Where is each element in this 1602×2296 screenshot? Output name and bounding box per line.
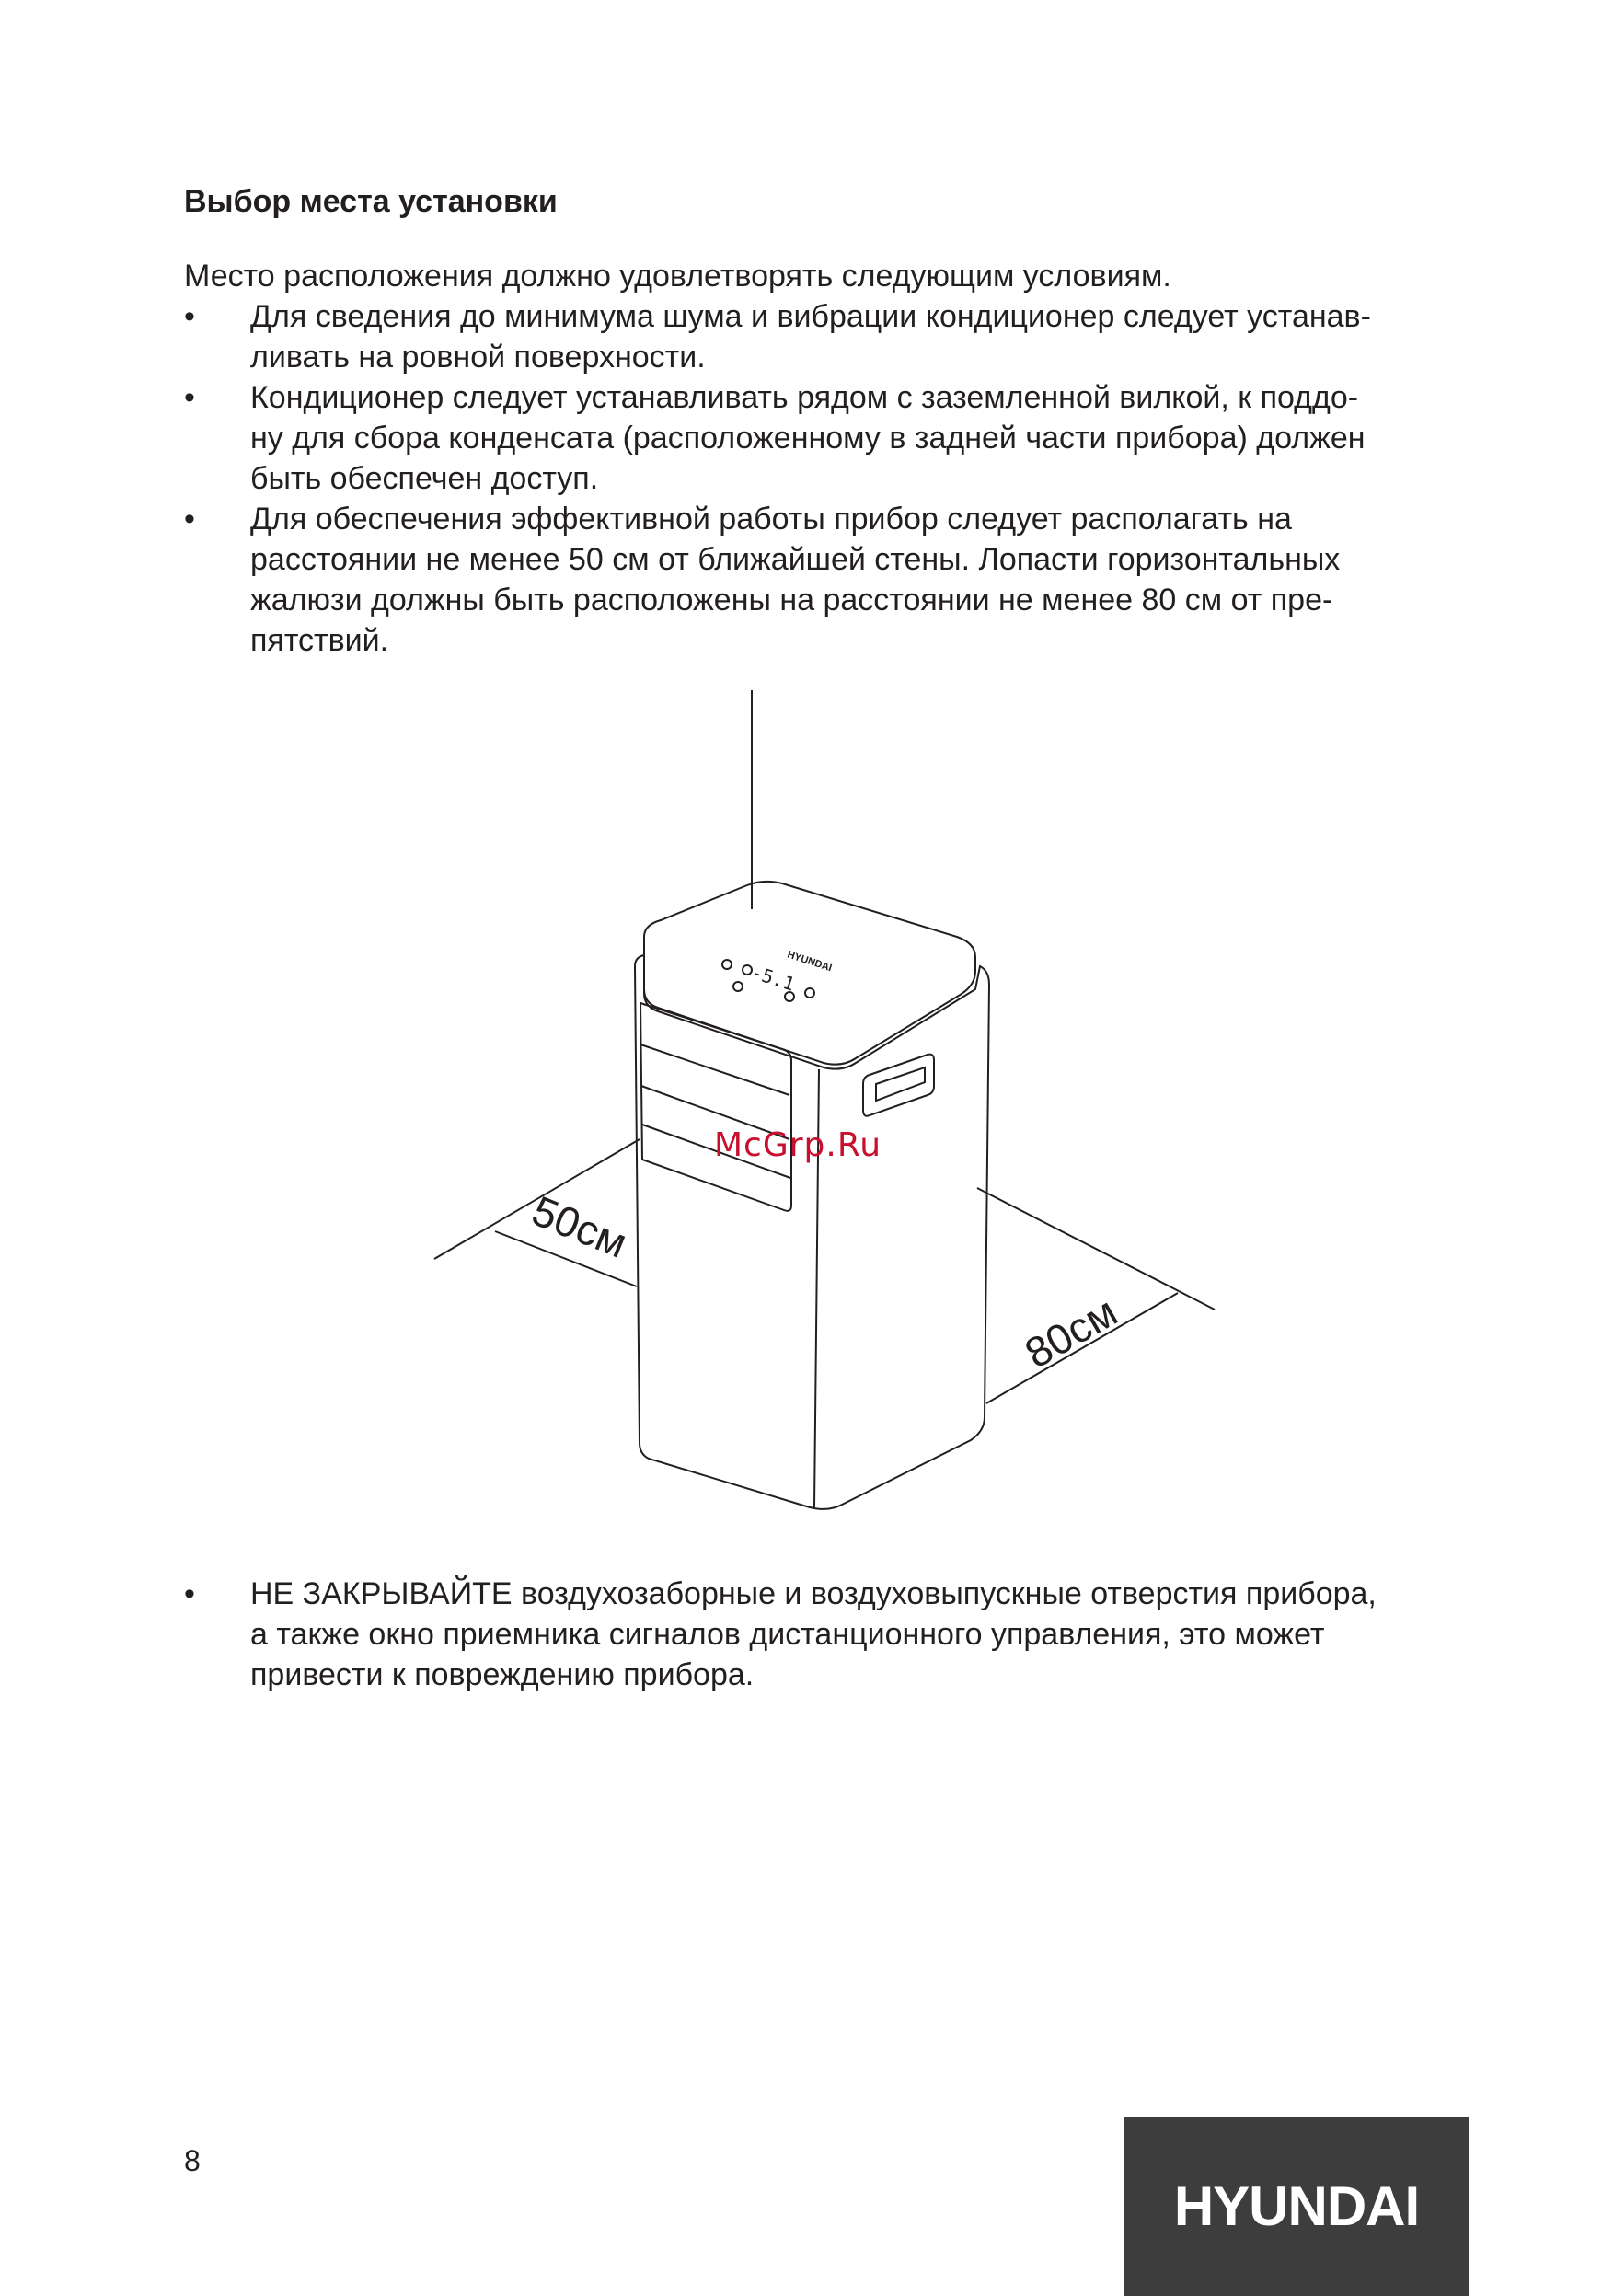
bullet-marker: • [184,380,195,415]
unit-body [635,955,989,1509]
dimension-label-left: 50см [525,1186,634,1267]
air-outlet-grille [640,1003,791,1211]
list-item-line: расстоянии не менее 50 см от ближайшей стены. Лопасти горизонтальных [250,542,1341,577]
requirements-list [184,296,1491,661]
unit-brand-label: HYUNDAI [786,949,834,975]
bullet-marker: • [184,502,195,537]
brand-logo-box [1124,2117,1469,2296]
bullet-marker: • [184,299,195,334]
bullet-marker: • [184,1576,195,1611]
list-item-line: Кондиционер следует устанавливать рядом с заземленной вилкой, к поддо- [250,380,1359,415]
list-item-line: быть обеспечен доступ. [250,461,599,496]
section-heading: Выбор места установки [184,184,558,219]
intro-text: Место расположения должно удовлетворять следующим условиям. [184,259,1171,294]
list-item-line: Для обеспечения эффективной работы прибор следует располагать на [250,502,1292,537]
list-item-line: ну для сбора конденсата (расположенному в задней части прибора) должен [250,421,1366,456]
list-item-line: Для сведения до минимума шума и вибрации кондиционер следует устанав- [250,299,1371,334]
side-handle-recess [876,1067,925,1101]
panel-button-icon [722,960,732,969]
panel-button-icon [733,982,743,991]
list-item-line: жалюзи должны быть расположены на расстоянии не менее 80 см от пре- [250,583,1333,617]
installation-clearance-figure [423,690,1233,1537]
list-item-line: пятствий. [250,623,389,658]
brand-logo: HYUNDAI [1173,2175,1420,2237]
list-item [184,499,1491,661]
panel-button-icon [743,965,752,975]
list-item [184,296,1491,377]
panel-button-icon [805,988,814,998]
list-item [184,377,1491,499]
grille-louver [640,1044,789,1095]
panel-readout: -5.1 [748,960,798,996]
air-conditioner-illustration [423,690,1233,1537]
side-handle [863,1055,934,1116]
top-control-panel [644,882,975,1065]
list-item-line: привести к повреждению прибора. [250,1657,755,1692]
warning-list [184,1574,1491,1695]
list-item-line: ливать на ровной поверхности. [250,340,706,375]
watermark: McGrp.Ru [714,1126,882,1164]
list-item-line: НЕ ЗАКРЫВАЙТЕ воздухозаборные и воздуховыпускные отверстия прибора, [250,1576,1377,1611]
list-item-line: а также окно приемника сигналов дистанционного управления, это может [250,1617,1325,1652]
page-number: 8 [184,2144,201,2177]
list-item [184,1574,1491,1695]
dimension-label-right: 80см [1017,1286,1125,1378]
